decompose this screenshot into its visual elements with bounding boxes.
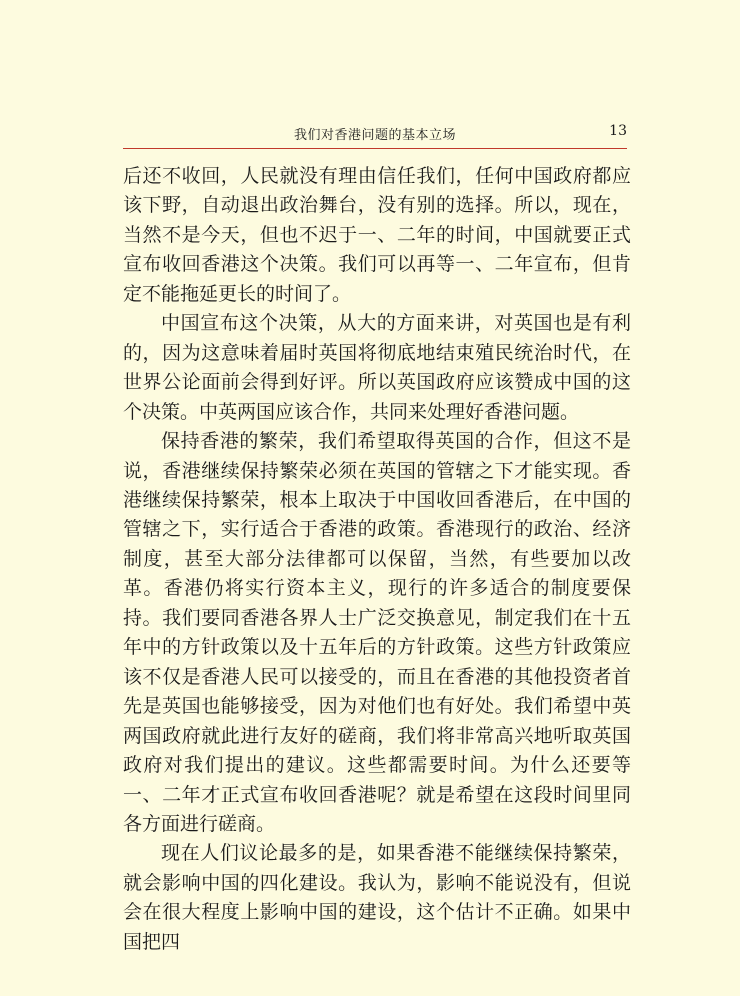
running-title: 我们对香港问题的基本立场 [293,128,456,143]
body-text [123,162,631,957]
paragraph-2: 中国宣布这个决策，从大的方面来讲，对英国也是有利的，因为这意味着届时英国将彻底地结束殖民统治时代，在世界公论面前会得到好评。所以英国政府应该赞成中国的这个决策。中英两国应该合作，共同来处理好香港问题。 [123,312,631,423]
paragraph-3: 保持香港的繁荣，我们希望取得英国的合作，但这不是说，香港继续保持繁荣必须在英国的管辖之下才能实现。香港继续保持繁荣，根本上取决于中国收回香港后，在中国的管辖之下，实行适合于香港的政策。香港现行的政治、经济制度，甚至大部分法律都可以保留，当然，有些要加以改革。香港仍将实行资本主义，现行的许多适合的制度要保持。我们要同香港各界人士广泛交换意见，制定我们在十五年中的方针政策以及十五年后的方针政策。这些方针政策应该不仅是香港人民可以接受的，而且在香港的其他投资者首先是英国也能够接受，因为对他们也有好处。我们希望中英两国政府就此进行友好的磋商，我们将非常高兴地听取英国政府对我们提出的建议。这些都需要时间。为什么还要等一、二年才正式宣布收回香港呢？就是希望在这段时间里同各方面进行磋商。 [123,430,631,835]
running-head [123,118,627,149]
paragraph-1: 后还不收回，人民就没有理由信任我们，任何中国政府都应该下野，自动退出政治舞台，没有别的选择。所以，现在，当然不是今天，但也不迟于一、二年的时间，中国就要正式宣布收回香港这个决策。我们可以再等一、二年宣布，但肯定不能拖延更长的时间了。 [123,165,631,305]
page-number: 13 [609,123,627,139]
paragraph-4: 现在人们议论最多的是，如果香港不能继续保持繁荣，就会影响中国的四化建设。我认为，影响不能说没有，但说会在很大程度上影响中国的建设，这个估计不正确。如果中国把四 [123,842,631,953]
